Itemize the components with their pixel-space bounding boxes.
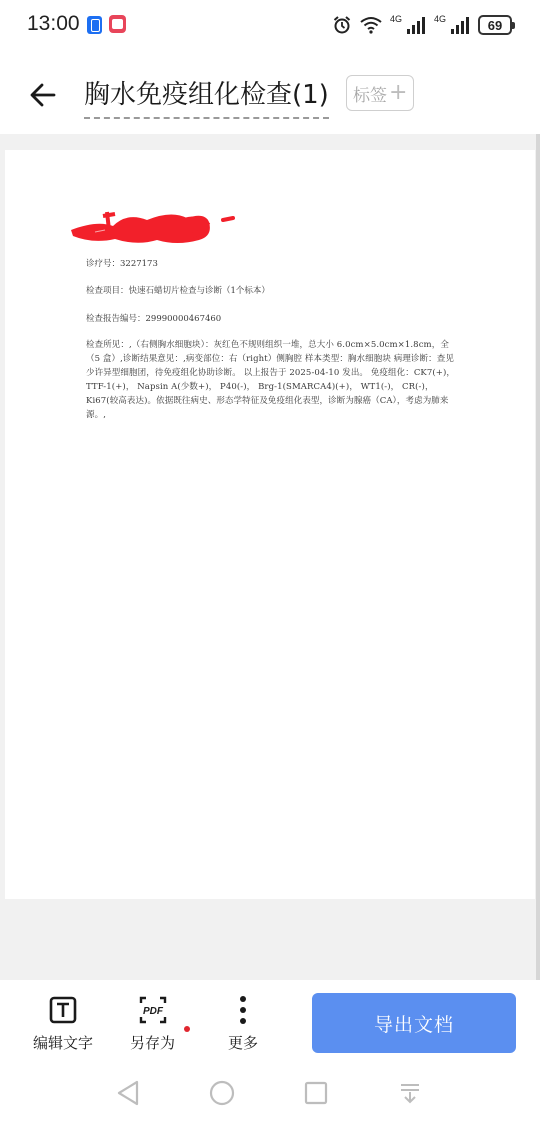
export-document-button[interactable]: 导出文档: [312, 993, 516, 1053]
triangle-back-icon: [116, 1080, 140, 1106]
hide-navbar-icon: [397, 1080, 423, 1106]
wifi-icon: [360, 16, 382, 34]
patient-id-line: 诊疗号：3227173: [86, 259, 158, 269]
title-bar: [0, 60, 540, 130]
save-as-button[interactable]: [130, 994, 175, 1053]
add-tag-button[interactable]: [346, 75, 414, 111]
pdf-icon: [137, 994, 169, 1026]
document-title[interactable]: 胸水免疫组化检查(1): [84, 74, 329, 119]
bottom-toolbar: [0, 980, 540, 1062]
document-page: [5, 150, 535, 899]
nav-back-button[interactable]: [114, 1079, 142, 1107]
signal-type-label-2: 4G: [433, 14, 446, 24]
nav-hide-button[interactable]: [396, 1079, 424, 1107]
pdf-icon-text: PDF: [142, 1006, 163, 1017]
nav-home-button[interactable]: [208, 1079, 236, 1107]
save-as-label: 另存为: [130, 1034, 176, 1052]
app-notification-icon-2: [109, 15, 126, 33]
signal-icon-2: [450, 16, 470, 34]
signal-type-label: 4G: [389, 14, 402, 24]
nav-recents-button[interactable]: [302, 1079, 330, 1107]
scrollbar[interactable]: [536, 134, 540, 980]
status-time: 13:00: [27, 12, 80, 35]
edit-text-label: 编辑文字: [33, 1034, 94, 1052]
report-number-line: 检查报告编号：29990000467460: [86, 314, 222, 324]
back-arrow-icon: [30, 83, 56, 107]
status-icons: [332, 13, 512, 37]
tag-label: 标签: [353, 85, 387, 106]
document-preview-area[interactable]: [0, 134, 540, 980]
system-navigation-bar: [0, 1062, 540, 1122]
more-label: 更多: [227, 1034, 258, 1052]
battery-icon: [478, 15, 512, 35]
redaction-scribble: [67, 206, 242, 248]
edit-text-button[interactable]: [33, 994, 93, 1053]
status-bar: [0, 0, 540, 52]
exam-item-line: 检查项目：快速石蜡切片检查与诊断（1个标本）: [86, 286, 270, 296]
plus-icon: +: [389, 80, 408, 105]
square-recents-icon: [303, 1080, 329, 1106]
back-button[interactable]: [24, 76, 62, 114]
alarm-icon: [332, 15, 352, 35]
more-vertical-icon: [227, 994, 259, 1026]
findings-paragraph: 检查所见：,（右侧胸水细胞块）：灰红色不规则组织一堆，总大小 6.0cm×5.0cm×1.8cm，全（5 盒）,诊断结果意见：,病变部位：右（right）侧胸腔 样本类型：胸水细胞块 病理诊断：查见少许异型细胞团，待免疫组化协助诊断。 以上报告于 2025-04-10 发出。 免疫组化：CK7(+)， TTF-1(+)， Napsin A(少数+)， P40(-)， Brg-1(SMARCA4)(+)， WT1(-)， CR(-)， Ki67(较高表达)。依据既往病史、形态学特征及免疫组化表型，诊断为腺癌（CA），考虑为肺来源。,: [86, 340, 456, 420]
text-edit-icon: [47, 994, 79, 1026]
more-button[interactable]: [227, 994, 259, 1053]
circle-home-icon: [208, 1079, 236, 1107]
battery-level: 69: [487, 17, 503, 33]
signal-icon: [406, 16, 426, 34]
app-notification-icon: [87, 16, 102, 34]
notification-dot: [184, 1026, 190, 1032]
